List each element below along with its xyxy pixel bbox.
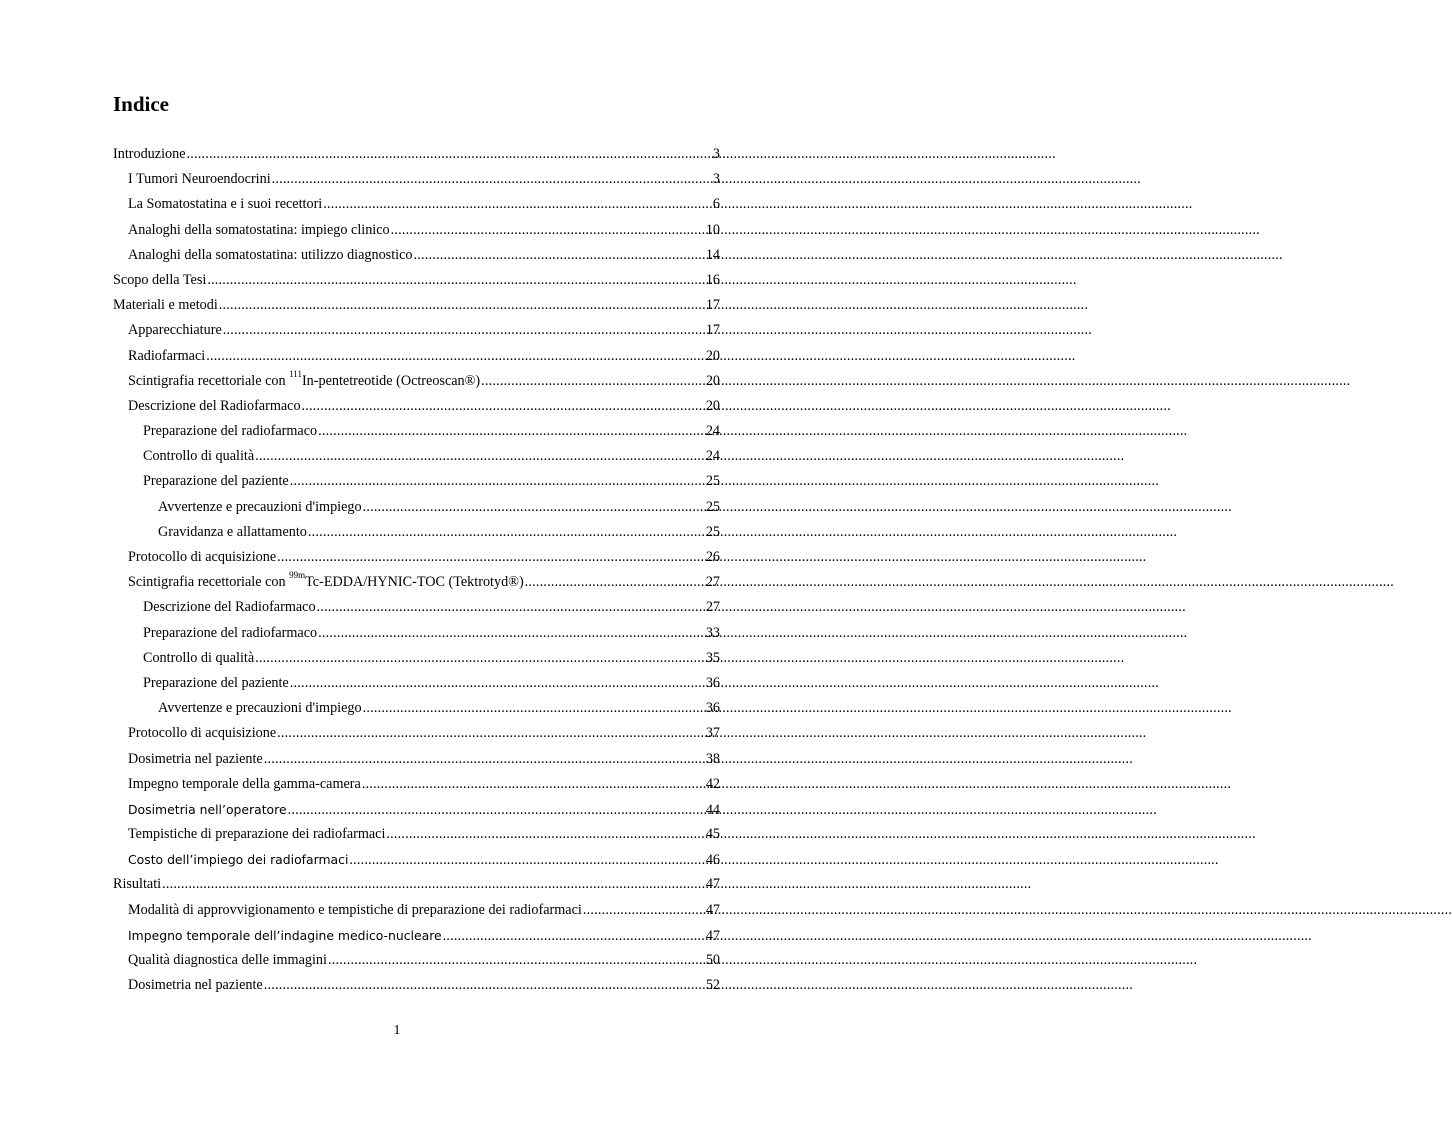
toc-entry-page-number: 24 (705, 448, 720, 465)
dot-leader (323, 192, 711, 217)
dot-leader (363, 495, 704, 520)
toc-entry[interactable] (113, 394, 720, 419)
dot-leader (162, 872, 704, 897)
dot-leader (277, 545, 704, 570)
toc-entry-title: La Somatostatina e i suoi recettori (128, 196, 323, 213)
toc-entry[interactable] (113, 545, 720, 570)
toc-entry[interactable] (113, 369, 720, 394)
toc-entry[interactable] (113, 344, 720, 369)
toc-entry-page-number: 20 (705, 397, 720, 414)
toc-entry-title: Protocollo di acquisizione (128, 725, 277, 742)
toc-entry[interactable] (113, 671, 720, 696)
dot-leader (308, 520, 704, 545)
toc-entry-title: Dosimetria nel paziente (128, 977, 263, 994)
toc-entry-page-number: 25 (705, 498, 720, 515)
toc-entry-page-number: 17 (705, 297, 720, 314)
toc-entry-page-number: 38 (705, 750, 720, 767)
toc-entry[interactable] (113, 469, 720, 494)
toc-entry-page-number: 27 (705, 599, 720, 616)
dot-leader (413, 243, 703, 268)
dot-leader (363, 696, 704, 721)
toc-entry[interactable] (113, 595, 720, 620)
dot-leader (206, 344, 704, 369)
toc-entry-page-number: 16 (705, 271, 720, 288)
toc-entry-title: Avvertenze e precauzioni d'impiego (158, 498, 362, 515)
toc-entry-page-number: 50 (705, 952, 720, 968)
toc-entry-title: Apparecchiature (128, 322, 222, 339)
page-title: Indice (113, 92, 170, 116)
toc-entry[interactable] (113, 192, 720, 217)
toc-entry[interactable] (113, 243, 720, 268)
dot-leader (443, 924, 704, 949)
toc-entry-page-number: 33 (705, 624, 720, 641)
toc-entry-page-number: 36 (705, 700, 720, 717)
toc-entry[interactable] (113, 268, 720, 293)
toc-entry-title: Dosimetria nel paziente (128, 750, 263, 767)
toc-entry-title: Costo dell’impiego dei radiofarmaci (128, 852, 349, 868)
dot-leader (317, 595, 704, 620)
toc-entry-page-number: 52 (705, 977, 720, 994)
toc-entry-page-number: 25 (705, 473, 720, 490)
toc-entry-page-number: 24 (705, 423, 720, 440)
toc-entry[interactable] (113, 444, 720, 469)
toc-entry[interactable] (113, 747, 720, 772)
toc-entry-title: Dosimetria nell’operatore (128, 801, 287, 817)
toc-entry-title-suffix: In-pentetreotide (Octreoscan®) (301, 372, 481, 389)
toc-entry[interactable] (113, 721, 720, 746)
dot-leader (349, 848, 703, 873)
dot-leader (288, 798, 704, 823)
dot-leader (318, 419, 704, 444)
toc-entry-page-number: 26 (705, 549, 720, 565)
toc-entry[interactable] (113, 142, 720, 167)
toc-entry-title: Materiali e metodi (113, 297, 218, 314)
toc-entry-page-number: 6 (712, 196, 720, 213)
dot-leader (386, 822, 703, 847)
toc-entry-page-number: 10 (705, 221, 720, 238)
dot-leader (328, 948, 704, 973)
toc-entry-title: Scopo della Tesi (113, 271, 207, 288)
toc-entry-page-number: 27 (705, 574, 720, 591)
toc-entry-page-number: 14 (705, 246, 720, 263)
dot-leader (255, 646, 704, 671)
toc-entry[interactable] (113, 293, 720, 318)
page-number: 1 (393, 1023, 401, 1038)
dot-leader (277, 721, 704, 746)
toc-entry[interactable] (113, 973, 720, 998)
toc-entry[interactable] (113, 948, 720, 973)
toc-entry[interactable] (113, 520, 720, 545)
toc-entry-title-prefix: Scintigrafia recettoriale con (128, 372, 290, 389)
dot-leader (264, 747, 704, 772)
toc-entry[interactable] (113, 847, 720, 872)
toc-entry-page-number: 37 (705, 725, 720, 742)
toc-entry-title: Introduzione (113, 146, 186, 162)
toc-entry-page-number: 3 (712, 146, 720, 162)
toc-entry-title: Gravidanza e allattamento (158, 523, 307, 540)
toc-entry-page-number: 25 (705, 523, 720, 540)
toc-entry[interactable] (113, 419, 720, 444)
toc-entry-title: Preparazione del paziente (143, 473, 289, 490)
dot-leader (318, 621, 704, 646)
toc-entry[interactable] (113, 822, 720, 847)
toc-entry-title: Controllo di qualità (143, 448, 255, 465)
dot-leader (290, 671, 704, 696)
toc-entry-title-prefix: Scintigrafia recettoriale con (128, 574, 290, 591)
dot-leader (255, 444, 704, 469)
toc-entry-page-number: 44 (705, 801, 720, 818)
toc-entry-page-number: 35 (705, 649, 720, 666)
isotope-superscript: 99m (289, 570, 306, 581)
dot-leader (290, 469, 704, 494)
toc-entry-page-number: 17 (705, 322, 720, 339)
toc-entry[interactable] (113, 772, 720, 797)
dot-leader (302, 394, 704, 419)
toc-entry-title: Impegno temporale dell’indagine medico-nucleare (128, 927, 442, 943)
toc-entry-title: Qualità diagnostica delle immagini (128, 952, 327, 968)
isotope-superscript: 111 (289, 368, 302, 379)
toc-entry[interactable] (113, 872, 720, 897)
toc-entry-title (128, 570, 524, 595)
dot-leader (481, 369, 704, 394)
toc-entry[interactable] (113, 167, 720, 192)
dot-leader (362, 772, 704, 797)
toc-entry[interactable] (113, 318, 720, 343)
dot-leader (391, 218, 704, 243)
toc-entry[interactable] (113, 570, 720, 595)
toc-entry[interactable] (113, 923, 720, 948)
dot-leader (219, 293, 704, 318)
dot-leader (272, 167, 711, 192)
toc-entry-page-number: 42 (705, 775, 720, 792)
toc-entry-title: Impegno temporale della gamma-camera (128, 775, 361, 792)
dot-leader (583, 898, 704, 923)
toc-entry-page-number: 47 (705, 876, 720, 893)
dot-leader (187, 142, 711, 167)
toc-entry-title: Radiofarmaci (128, 347, 206, 364)
toc-entry[interactable] (113, 621, 720, 646)
toc-entry-page-number: 45 (705, 826, 720, 843)
table-of-contents (113, 142, 720, 998)
toc-entry-title: Risultati (113, 876, 162, 893)
toc-entry-title: Tempistiche di preparazione dei radiofarmaci (128, 826, 386, 843)
toc-entry[interactable] (113, 696, 720, 721)
toc-entry-title: Analoghi della somatostatina: utilizzo diagnostico (128, 246, 413, 263)
toc-entry-title: Controllo di qualità (143, 649, 255, 666)
toc-entry-title: Protocollo di acquisizione (128, 549, 277, 565)
toc-entry-page-number: 20 (705, 372, 720, 389)
toc-entry-page-number: 20 (705, 347, 720, 364)
toc-entry-title (128, 369, 480, 394)
toc-entry[interactable] (113, 898, 720, 923)
toc-entry-title: Preparazione del paziente (143, 674, 289, 691)
dot-leader (525, 570, 704, 595)
toc-entry-title: Modalità di approvvigionamento e tempistiche di preparazione dei radiofarmaci (128, 901, 582, 918)
toc-entry-page-number: 47 (705, 901, 720, 918)
toc-entry-page-number: 3 (712, 171, 720, 188)
toc-entry[interactable] (113, 646, 720, 671)
toc-entry-title: Descrizione del Radiofarmaco (143, 599, 316, 616)
toc-entry-title: I Tumori Neuroendocrini (128, 171, 271, 188)
toc-entry-title: Preparazione del radiofarmaco (143, 624, 318, 641)
toc-entry-title: Preparazione del radiofarmaco (143, 423, 318, 440)
toc-entry-title: Descrizione del Radiofarmaco (128, 397, 301, 414)
dot-leader (223, 318, 704, 343)
dot-leader (264, 973, 704, 998)
toc-entry[interactable] (113, 495, 720, 520)
dot-leader (207, 268, 704, 293)
toc-entry-title: Avvertenze e precauzioni d'impiego (158, 700, 362, 717)
toc-entry-page-number: 46 (705, 852, 720, 869)
toc-entry[interactable] (113, 797, 720, 822)
toc-entry-page-number: 47 (705, 927, 720, 944)
toc-entry-title: Analoghi della somatostatina: impiego clinico (128, 221, 390, 238)
toc-entry-title-suffix: Tc-EDDA/HYNIC-TOC (Tektrotyd®) (305, 574, 524, 591)
toc-entry[interactable] (113, 218, 720, 243)
toc-entry-page-number: 36 (705, 674, 720, 691)
